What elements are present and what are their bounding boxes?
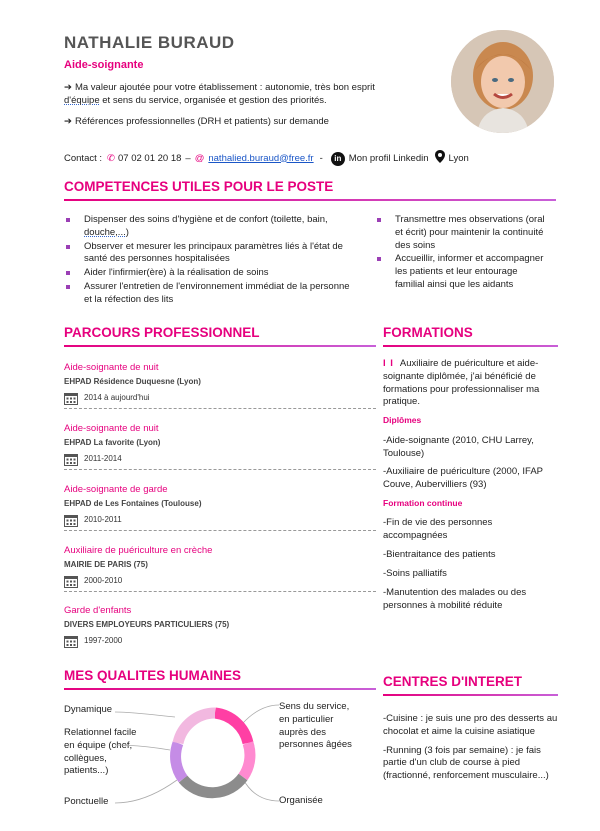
education-content xyxy=(383,358,558,618)
ring-segments xyxy=(176,713,250,793)
experience-employer: EHPAD La favorite (Lyon) xyxy=(64,437,161,447)
arrow-icon: ➔ xyxy=(64,116,72,128)
separator xyxy=(64,469,376,470)
section-title-skills: COMPETENCES UTILES POUR LE POSTE xyxy=(64,178,556,201)
calendar-icon xyxy=(64,453,78,466)
training-item: -Bientraitance des patients xyxy=(383,549,496,561)
title-underline xyxy=(383,694,558,696)
pitch-line-2: ➔ Références professionnelles (DRH et patients) sur demande xyxy=(64,116,329,128)
phone-number: 07 02 01 20 18 xyxy=(118,152,182,164)
experience-employer: MAIRIE DE PARIS (75) xyxy=(64,559,148,569)
ring-segment xyxy=(178,713,215,743)
section-title-experience: PARCOURS PROFESSIONNEL xyxy=(64,324,376,347)
job-title: Aide-soignante xyxy=(64,58,144,71)
interests-content xyxy=(383,713,558,789)
quality-dynamique: Dynamique xyxy=(64,704,113,715)
separator xyxy=(64,530,376,531)
calendar-icon xyxy=(64,514,78,527)
city: Lyon xyxy=(448,152,469,164)
experience-dates: 2000-2010 xyxy=(84,575,123,585)
training-heading: Formation continue xyxy=(383,497,463,508)
title-underline xyxy=(383,345,558,347)
skill-item: Observer et mesurer les principaux paramètres liés à l'état de santé des personnes hospitalisées xyxy=(64,241,354,267)
interest-item: -Running (3 fois par semaine) : je fais partie d'un club de course à pied (fractionné, renforcement musculaire...) xyxy=(383,744,549,782)
title-underline xyxy=(64,199,556,201)
experience-employer: EHPAD Résidence Duquesne (Lyon) xyxy=(64,376,201,386)
experience-employer: EHPAD de Les Fontaines (Toulouse) xyxy=(64,498,202,508)
experience-dates: 2010-2011 xyxy=(84,514,122,524)
calendar-icon xyxy=(64,635,78,648)
section-title-interests: CENTRES D'INTERET xyxy=(383,673,558,696)
experience-dates: 2011-2014 xyxy=(84,453,122,463)
separator xyxy=(64,591,376,592)
interest-item: -Cuisine : je suis une pro des desserts au chocolat et aime la cuisine asiatique xyxy=(383,713,558,737)
calendar-icon xyxy=(64,392,78,405)
skill-item: Assurer l'entretien de l'environnement immédiat de la personne et la réfection des lits xyxy=(64,281,354,307)
ring-segment xyxy=(183,777,243,793)
experience-title: Auxiliaire de puériculture en crèche xyxy=(64,545,213,556)
calendar-icon xyxy=(64,575,78,588)
location-pin-icon xyxy=(435,150,445,168)
linkedin-icon[interactable]: in xyxy=(331,152,345,166)
education-intro: I I Auxiliaire de puériculture et aide-soignante diplômée, j'ai bénéficié de formations pour professionnaliser ma pratique. xyxy=(383,358,540,408)
skill-item: Accueillir, informer et accompagner les patients et leur entourage familial ainsi que les aidants xyxy=(375,253,547,291)
linkedin-link[interactable]: Mon profil Linkedin xyxy=(348,152,429,164)
experience-title: Aide-soignante de nuit xyxy=(64,362,159,373)
skills-right xyxy=(375,214,547,293)
contact-separator: - xyxy=(319,152,323,164)
pitch-line-1: ➔ Ma valeur ajoutée pour votre établissement : autonomie, très bon esprit d'équipe et sens du service, organisée et gestion des priorités. xyxy=(64,81,375,106)
title-underline xyxy=(64,345,376,347)
header xyxy=(64,32,444,138)
skill-item: Aider l'infirmier(ère) à la réalisation de soins xyxy=(64,267,354,280)
separator xyxy=(64,408,376,409)
section-title-education: FORMATIONS xyxy=(383,324,558,347)
experience-title: Aide-soignante de nuit xyxy=(64,423,159,434)
skill-item: Dispenser des soins d'hygiène et de confort (toilette, bain, douche,...) xyxy=(64,214,354,240)
experience-item xyxy=(64,605,376,648)
contact-line xyxy=(64,150,544,168)
candidate-name: NATHALIE BURAUD xyxy=(64,33,235,52)
experience-item xyxy=(64,423,376,470)
training-item: -Manutention des malades ou des personnes à mobilité réduite xyxy=(383,586,527,611)
diploma-item: -Aide-soignante (2010, CHU Larrey, Toulouse) xyxy=(383,434,534,459)
experience-employer: DIVERS EMPLOYEURS PARTICULIERS (75) xyxy=(64,619,230,629)
pitch-underlined-word: d'équipe xyxy=(64,94,100,106)
experience-title: Garde d'enfants xyxy=(64,605,132,616)
quality-relationnel: Relationnel facile en équipe (chef, collègues, patients...) xyxy=(64,727,137,777)
portrait-illustration xyxy=(451,30,554,133)
diplomas-heading: Diplômes xyxy=(383,415,422,426)
skills-left xyxy=(64,214,354,308)
diploma-item: -Auxiliaire de puériculture (2000, IFAP Couve, Aubervilliers (93) xyxy=(383,466,543,491)
skill-item: Transmettre mes observations (oral et écrit) pour maintenir la continuité des soins xyxy=(375,214,547,252)
experience-dates: 1997-2000 xyxy=(84,635,123,645)
training-item: -Soins palliatifs xyxy=(383,567,447,579)
quality-organisee: Organisée xyxy=(279,795,323,806)
ring-segment xyxy=(243,743,250,777)
ring-segment xyxy=(176,743,183,779)
experience-title: Aide-soignante de garde xyxy=(64,484,168,495)
pitch xyxy=(64,82,444,129)
quality-ponctuelle: Ponctuelle xyxy=(64,796,109,807)
experience-dates: 2014 à aujourd'hui xyxy=(84,392,150,402)
title-underline xyxy=(64,688,376,690)
experience-item xyxy=(64,545,376,592)
profile-photo xyxy=(451,30,554,133)
at-icon: @ xyxy=(194,152,205,164)
ring-segment xyxy=(215,713,248,743)
qualities-ring-diagram xyxy=(115,695,285,815)
section-title-qualities: MES QUALITES HUMAINES xyxy=(64,667,376,690)
quality-sens-du-service: Sens du service, en particulier auprès des personnes âgées xyxy=(279,701,352,751)
contact-dash: – xyxy=(185,152,191,164)
contact-label: Contact : xyxy=(64,152,103,164)
pink-bars-mark: I I xyxy=(383,358,394,369)
email-link[interactable]: nathalied.buraud@free.fr xyxy=(208,152,314,164)
training-item: -Fin de vie des personnes accompagnées xyxy=(383,517,493,542)
phone-icon: ✆ xyxy=(107,152,115,164)
arrow-icon: ➔ xyxy=(64,81,72,93)
experience-item xyxy=(64,484,376,531)
experience-item xyxy=(64,362,376,409)
